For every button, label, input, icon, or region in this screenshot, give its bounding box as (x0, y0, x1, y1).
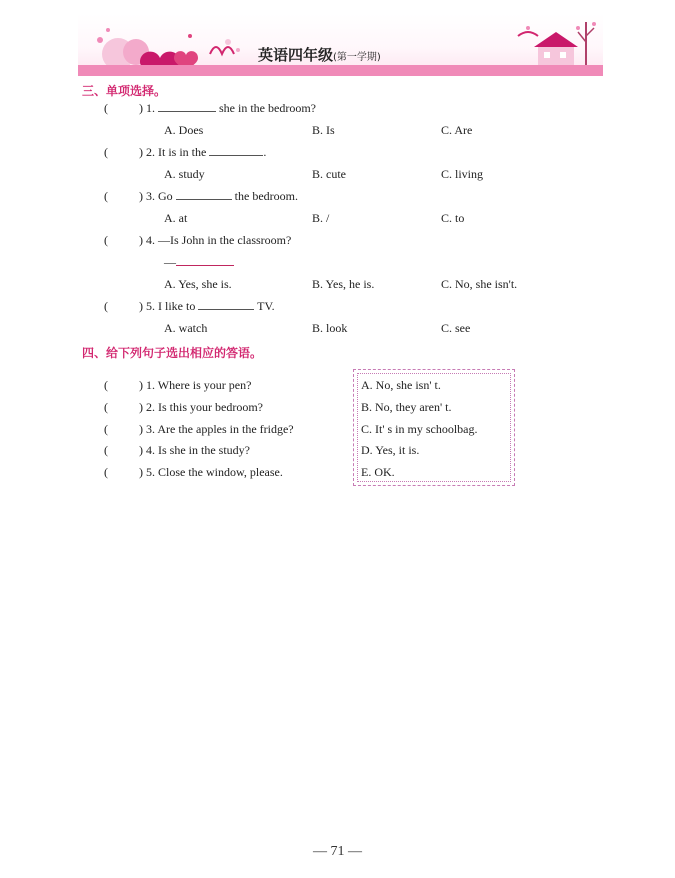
match-question (146, 443, 250, 457)
book-subtitle: (第一学期) (333, 52, 381, 63)
question-stem-end: TV. (257, 299, 275, 313)
question-3-4 (146, 233, 291, 247)
option-b: B. cute (312, 167, 346, 181)
question-text: Close the window, please. (158, 465, 283, 479)
question-3-2 (146, 145, 266, 159)
answer-paren-open: ( (104, 400, 108, 414)
question-stem: It is in the (158, 145, 207, 159)
question-stem-end: . (263, 145, 267, 159)
option-a: A. study (164, 167, 205, 181)
option-a: A. Yes, she is. (164, 277, 232, 291)
page-number: — 71 — (313, 844, 362, 859)
option-a: A. Does (164, 123, 204, 137)
answer-paren-close: ) (139, 145, 143, 159)
question-3-5 (146, 299, 275, 313)
option-b: B. Yes, he is. (312, 277, 375, 291)
match-question (146, 378, 251, 392)
fill-blank (209, 145, 263, 156)
question-number: 3. (146, 422, 155, 436)
question-number: 1. (146, 101, 155, 115)
page-header-title (258, 44, 381, 65)
answer-paren-close: ) (139, 443, 143, 457)
match-question (146, 422, 294, 436)
answer-option-d: D. Yes, it is. (361, 443, 420, 457)
question-number: 1. (146, 378, 155, 392)
answer-paren-open: ( (104, 443, 108, 457)
answer-paren-close: ) (139, 378, 143, 392)
question-number: 4. (146, 443, 155, 457)
banner-stripe (78, 65, 603, 76)
question-stem: she in the bedroom? (219, 101, 316, 115)
match-question (146, 465, 283, 479)
reply-line (164, 255, 234, 269)
option-b: B. / (312, 211, 330, 225)
section-3-title: 三、单项选择。 (82, 84, 167, 98)
answer-paren-close: ) (139, 400, 143, 414)
answer-option-e: E. OK. (361, 465, 395, 479)
question-stem: Go (158, 189, 173, 203)
fill-blank (158, 101, 216, 112)
answer-paren-open: ( (104, 465, 108, 479)
question-text: Is she in the study? (158, 443, 250, 457)
header-banner (78, 14, 603, 76)
question-stem: —Is John in the classroom? (158, 233, 292, 247)
option-a: A. at (164, 211, 188, 225)
answer-paren-close: ) (139, 233, 143, 247)
option-c: C. living (441, 167, 484, 181)
match-question (146, 400, 263, 414)
option-c: C. to (441, 211, 465, 225)
answer-paren-open: ( (104, 189, 108, 203)
question-stem: I like to (158, 299, 196, 313)
question-number: 5. (146, 299, 155, 313)
option-c: C. see (441, 321, 471, 335)
section-4-title: 四、给下列句子选出相应的答语。 (82, 346, 263, 360)
option-c: C. No, she isn't. (441, 277, 518, 291)
question-3-3 (146, 189, 298, 203)
answer-paren-open: ( (104, 101, 108, 115)
answer-paren-open: ( (104, 422, 108, 436)
answer-paren-open: ( (104, 233, 108, 247)
option-a: A. watch (164, 321, 208, 335)
option-c: C. Are (441, 123, 473, 137)
answer-paren-open: ( (104, 378, 108, 392)
question-number: 2. (146, 145, 155, 159)
question-number: 3. (146, 189, 155, 203)
question-3-1 (146, 101, 316, 115)
question-text: Is this your bedroom? (158, 400, 263, 414)
fill-blank (198, 299, 254, 310)
question-text: Where is your pen? (157, 378, 252, 392)
book-title: 英语四年级 (258, 46, 334, 64)
answer-paren-close: ) (139, 189, 143, 203)
fill-blank (176, 189, 232, 200)
answer-paren-close: ) (139, 101, 143, 115)
answer-option-a: A. No, she isn' t. (361, 378, 441, 392)
question-number: 5. (146, 465, 155, 479)
option-b: B. look (312, 321, 348, 335)
reply-dash: — (164, 255, 176, 269)
answer-paren-close: ) (139, 465, 143, 479)
option-b: B. Is (312, 123, 335, 137)
answer-paren-close: ) (139, 422, 143, 436)
answer-option-c: C. It' s in my schoolbag. (361, 422, 478, 436)
fill-blank (176, 255, 234, 266)
answer-option-b: B. No, they aren' t. (361, 400, 452, 414)
answer-paren-close: ) (139, 299, 143, 313)
answer-paren-open: ( (104, 145, 108, 159)
question-stem-end: the bedroom. (234, 189, 298, 203)
answer-paren-open: ( (104, 299, 108, 313)
question-number: 4. (146, 233, 155, 247)
question-number: 2. (146, 400, 155, 414)
question-text: Are the apples in the fridge? (157, 422, 294, 436)
